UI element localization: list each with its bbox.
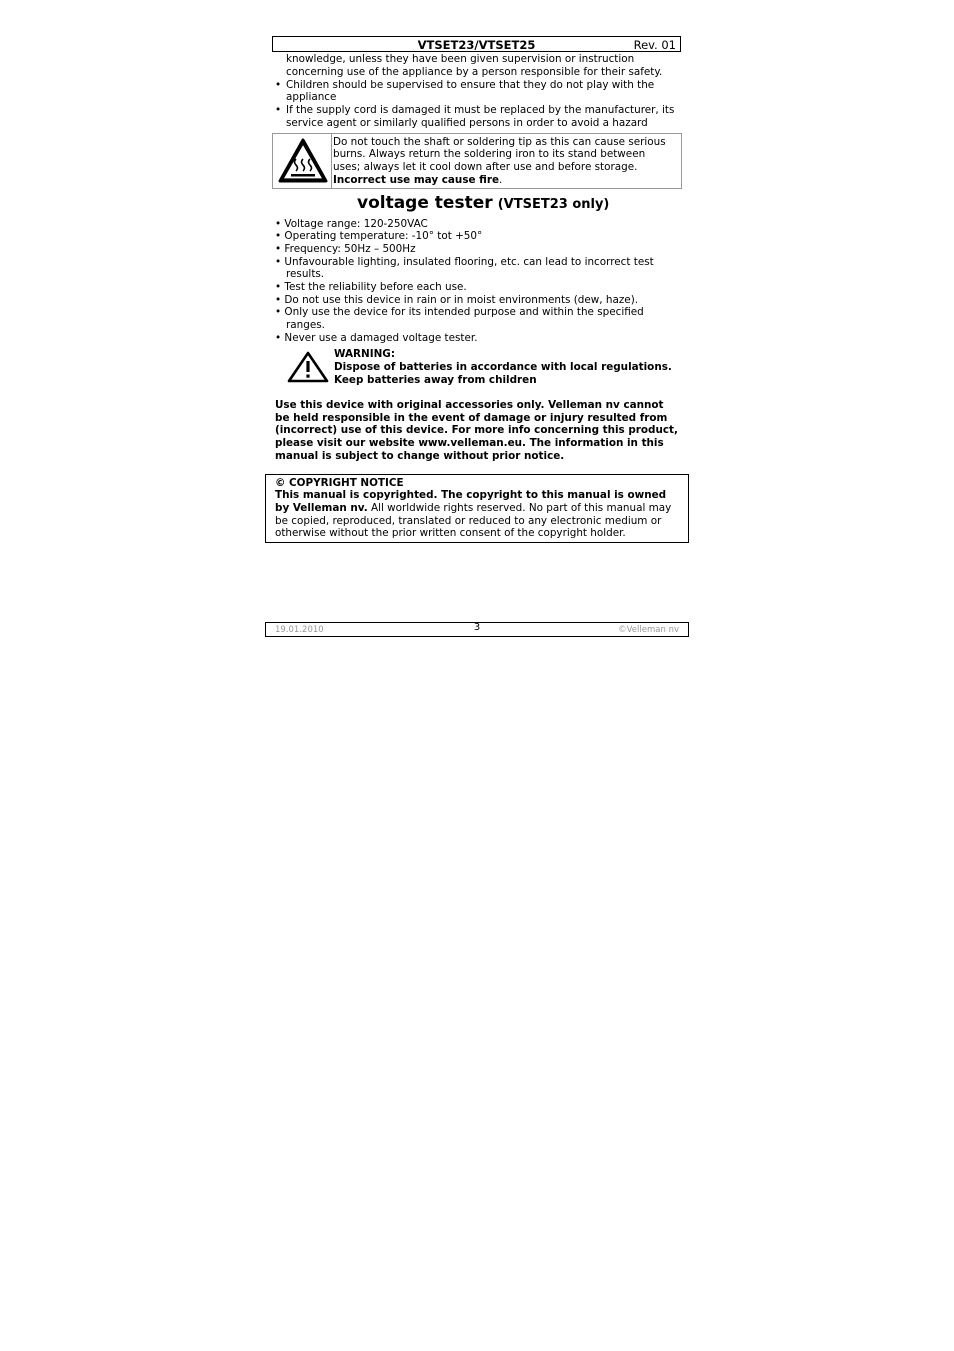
footer-copyright: ©Velleman nv <box>618 625 679 635</box>
spec-bullet: • Unfavourable lighting, insulated flooring, etc. can lead to incorrect test <box>275 256 654 268</box>
notice-line: Do not touch the shaft or soldering tip as this can cause serious <box>333 136 666 148</box>
revision-label: Rev. 01 <box>633 38 676 52</box>
fire-warning-text: Incorrect use may cause fire <box>333 174 500 186</box>
copyright-title: © COPYRIGHT NOTICE <box>275 477 404 489</box>
spec-bullet: • Voltage range: 120-250VAC <box>275 218 428 230</box>
disclaimer-line: (incorrect) use of this device. For more info concerning this product, <box>275 424 678 436</box>
disclaimer-line: please visit our website www.velleman.eu. The information in this <box>275 437 664 449</box>
safety-bullet-line: appliance <box>286 91 337 103</box>
bullet-dot: • <box>275 104 282 116</box>
spec-bullet: • Never use a damaged voltage tester. <box>275 332 478 344</box>
safety-bullet-line: Children should be supervised to ensure that they do not play with the <box>286 79 655 91</box>
safety-bullet-line: If the supply cord is damaged it must be replaced by the manufacturer, its <box>286 104 675 116</box>
copyright-line: otherwise without the prior written consent of the copyright holder. <box>275 527 626 539</box>
spec-bullet: • Test the reliability before each use. <box>275 281 467 293</box>
footer-date: 19.01.2010 <box>275 625 324 635</box>
section-title: voltage tester <box>357 193 493 213</box>
bullet-dot: • <box>275 79 282 91</box>
copyright-line: This manual is copyrighted. The copyright to this manual is owned <box>275 489 667 501</box>
spec-bullet: • Do not use this device in rain or in moist environments (dew, haze). <box>275 294 639 306</box>
disclaimer-line: be held responsible in the event of damage or injury resulted from <box>275 412 668 424</box>
notice-emphasis-line <box>333 174 502 187</box>
disclaimer-line: manual is subject to change without prior notice. <box>275 450 565 462</box>
disclaimer-line: Use this device with original accessories only. Velleman nv cannot <box>275 399 664 411</box>
copyright-line: be copied, reproduced, translated or reduced to any electronic medium or <box>275 515 662 527</box>
intro-line: concerning use of the appliance by a person responsible for their safety. <box>286 66 663 78</box>
warning-line: Keep batteries away from children <box>334 374 537 386</box>
page-number: 3 <box>473 622 481 633</box>
warning-line: Dispose of batteries in accordance with local regulations. <box>334 361 672 373</box>
spec-bullet-continuation: results. <box>286 268 325 280</box>
safety-bullet-line: service agent or similarly qualified persons in order to avoid a hazard <box>286 117 648 129</box>
notice-line: burns. Always return the soldering iron to its stand between <box>333 148 646 160</box>
notice-divider <box>331 134 332 188</box>
spec-bullet-continuation: ranges. <box>286 319 325 331</box>
warning-title: WARNING: <box>334 348 395 360</box>
spec-bullet: • Only use the device for its intended purpose and within the specified <box>275 306 644 318</box>
section-heading <box>357 193 609 213</box>
notice-line: uses; always let it cool down after use and before storage. <box>333 161 638 173</box>
intro-line: knowledge, unless they have been given supervision or instruction <box>286 53 635 65</box>
page-header <box>272 36 681 52</box>
page-footer <box>265 622 689 637</box>
copyright-rights: All worldwide rights reserved. No part of this manual may <box>367 502 672 514</box>
fire-warning-period: . <box>499 174 503 186</box>
document-title: VTSET23/VTSET25 <box>417 38 536 52</box>
warning-triangle-icon <box>287 351 329 383</box>
copyright-owner: by Velleman nv. <box>275 502 368 514</box>
hot-surface-warning-icon <box>277 137 329 185</box>
section-subtitle: (VTSET23 only) <box>497 197 610 212</box>
spec-bullet: • Frequency: 50Hz – 500Hz <box>275 243 416 255</box>
spec-bullet: • Operating temperature: -10° tot +50° <box>275 230 483 242</box>
copyright-line <box>275 502 671 515</box>
